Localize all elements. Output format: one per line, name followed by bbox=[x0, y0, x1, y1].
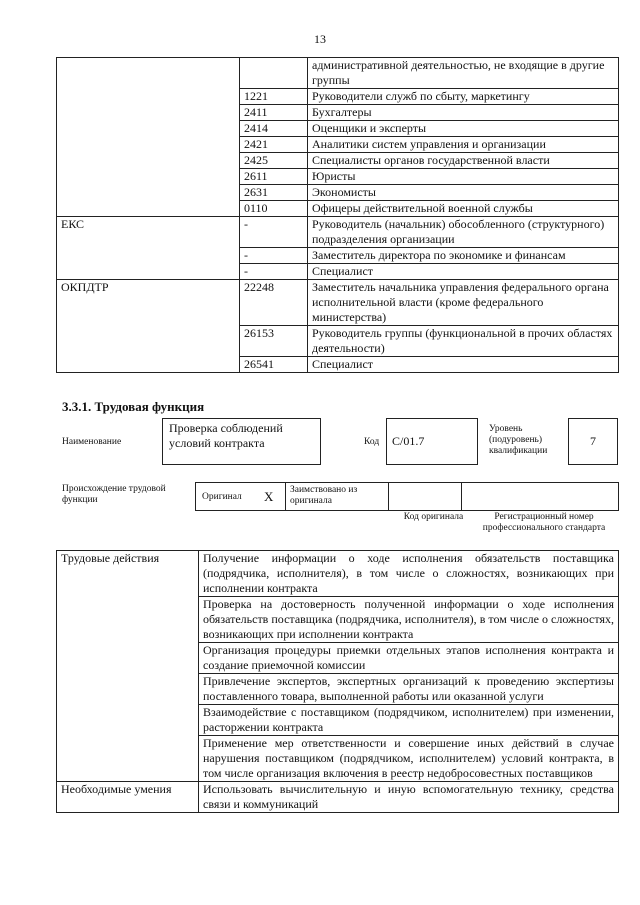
code-cell: - bbox=[240, 264, 308, 280]
name-label: Наименование bbox=[62, 437, 122, 447]
occupation-name-cell: Специалист bbox=[308, 357, 619, 373]
code-cell bbox=[240, 58, 308, 89]
group-cell: ОКПДТР bbox=[57, 280, 240, 373]
origin-divider-1 bbox=[285, 483, 286, 510]
origin-divider-2 bbox=[388, 483, 389, 510]
code-cell: 26153 bbox=[240, 326, 308, 357]
occupation-name-cell: Заместитель начальника управления федерального органа исполнительной власти (кроме федерального министерства) bbox=[308, 280, 619, 326]
occupation-name-cell: Специалисты органов государственной власти bbox=[308, 153, 619, 169]
labor-action-item: Взаимодействие с поставщиком (подрядчиком, исполнителем) при изменении, расторжении контракта bbox=[199, 705, 619, 736]
table-row bbox=[57, 782, 619, 813]
code-cell: 2411 bbox=[240, 105, 308, 121]
function-code-value: C/01.7 bbox=[392, 434, 425, 448]
labor-action-item: Применение мер ответственности и совершение иных действий в случае нарушения поставщиком (подрядчиком, исполнителем) условий контракта, в том числе организация включения в реестр недобросовестных поставщиков bbox=[199, 736, 619, 782]
code-cell: 2425 bbox=[240, 153, 308, 169]
occupation-name-cell: Бухгалтеры bbox=[308, 105, 619, 121]
occupation-name-cell: Руководитель (начальник) обособленного (структурного) подразделения организации bbox=[308, 217, 619, 248]
code-cell: 2421 bbox=[240, 137, 308, 153]
occupation-name-cell: Руководители служб по сбыту, маркетингу bbox=[308, 89, 619, 105]
table-row bbox=[57, 217, 619, 248]
borrowed-label: Заимствовано из оригинала bbox=[290, 485, 358, 506]
occupation-name-cell: Заместитель директора по экономике и финансам bbox=[308, 248, 619, 264]
origin-divider-3 bbox=[461, 483, 462, 510]
code-caption: Код оригинала bbox=[403, 512, 464, 522]
origin-box bbox=[195, 482, 619, 511]
code-cell: 1221 bbox=[240, 89, 308, 105]
labor-action-item: Получение информации о ходе исполнения обязательств поставщика (подрядчика, исполнителя), в том числе о сложностях, возникающих при исполнении контракта bbox=[199, 551, 619, 597]
code-cell: 26541 bbox=[240, 357, 308, 373]
code-label: Код bbox=[364, 437, 380, 447]
occupation-name-cell: Специалист bbox=[308, 264, 619, 280]
table-row bbox=[57, 280, 619, 326]
labor-action-label: Трудовые действия bbox=[57, 551, 199, 782]
occupation-name-cell: Офицеры действительной военной службы bbox=[308, 201, 619, 217]
section-heading: 3.3.1. Трудовая функция bbox=[62, 399, 205, 414]
page-number: 13 bbox=[314, 32, 326, 46]
occupation-name-cell: Руководитель группы (функциональной в прочих областях деятельности) bbox=[308, 326, 619, 357]
level-value: 7 bbox=[590, 434, 596, 448]
labor-action-item: Проверка на достоверность полученной информации о ходе исполнения обязательств поставщика (подрядчика, исполнителя), в том числе о сложностях, возникающих при исполнении контракта bbox=[199, 597, 619, 643]
labor-action-item: Привлечение экспертов, экспертных организаций к проведению экспертизы поставленного товара, выполненной работы или оказанной услуги bbox=[199, 674, 619, 705]
group-cell: ЕКС bbox=[57, 217, 240, 280]
function-code-box bbox=[386, 418, 478, 465]
occupation-name-cell: Оценщики и эксперты bbox=[308, 121, 619, 137]
level-box bbox=[568, 418, 618, 465]
reg-caption: Регистрационный номер профессионального стандарта bbox=[482, 512, 606, 533]
table-row bbox=[57, 551, 619, 597]
original-label: Оригинал bbox=[202, 492, 242, 502]
code-cell: 0110 bbox=[240, 201, 308, 217]
required-skill-item: Использовать вычислительную и иную вспомогательную технику, средства связи и коммуникаций bbox=[199, 782, 619, 813]
occupation-name-cell: административной деятельностью, не входящие в другие группы bbox=[308, 58, 619, 89]
occupation-name-cell: Юристы bbox=[308, 169, 619, 185]
origin-label: Происхождение трудовой функции bbox=[62, 484, 166, 505]
code-cell: - bbox=[240, 248, 308, 264]
code-cell: - bbox=[240, 217, 308, 248]
labor-action-item: Организация процедуры приемки отдельных этапов исполнения контракта и создание приемочной комиссии bbox=[199, 643, 619, 674]
function-name-value: Проверка соблюдений условий контракта bbox=[169, 421, 283, 450]
labor-actions-table bbox=[56, 550, 619, 813]
code-cell: 22248 bbox=[240, 280, 308, 326]
occupation-name-cell: Аналитики систем управления и организации bbox=[308, 137, 619, 153]
code-cell: 2631 bbox=[240, 185, 308, 201]
group-cell bbox=[57, 58, 240, 217]
occupation-name-cell: Экономисты bbox=[308, 185, 619, 201]
function-name-box bbox=[162, 418, 321, 465]
code-cell: 2414 bbox=[240, 121, 308, 137]
occupation-codes-table bbox=[56, 57, 619, 373]
original-mark: X bbox=[264, 489, 274, 504]
level-label: Уровень (подуровень) квалификации bbox=[489, 424, 548, 456]
table-row bbox=[57, 58, 619, 89]
code-cell: 2611 bbox=[240, 169, 308, 185]
required-skill-label: Необходимые умения bbox=[57, 782, 199, 813]
